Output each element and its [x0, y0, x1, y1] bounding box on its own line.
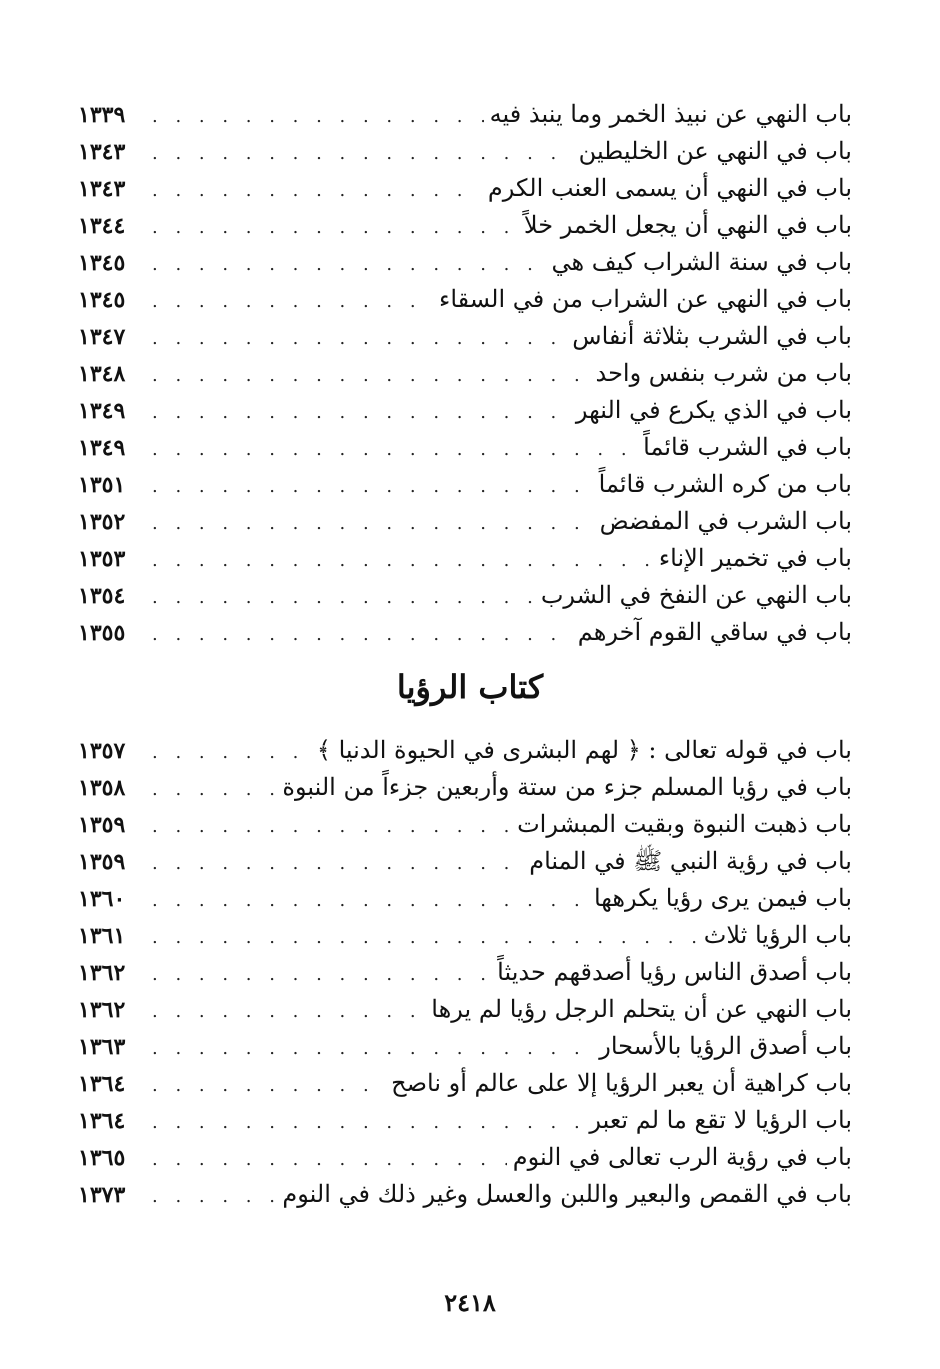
entry-page-number: ١٣٦٢: [78, 960, 126, 986]
entry-title: باب ذهبت النبوة وبقيت المبشرات: [517, 810, 852, 838]
leader-dots: [152, 98, 484, 135]
toc-entry: [78, 577, 852, 614]
entry-title: باب الرؤيا ثلاث: [703, 921, 852, 949]
toc-entry: [78, 207, 852, 244]
entry-title: باب أصدق الناس رؤيا أصدقهم حديثاً: [497, 958, 852, 986]
toc-entry: [78, 96, 852, 133]
toc-entry: [78, 244, 852, 281]
entry-page-number: ١٣٥٧: [78, 738, 126, 764]
entry-page-number: ١٣٤٣: [78, 176, 126, 202]
toc-entry: [78, 392, 852, 429]
entry-page-number: ١٣٤٤: [78, 213, 126, 239]
entry-title: باب كراهية أن يعبر الرؤيا إلا على عالم أو ناصح: [391, 1069, 852, 1097]
entry-title: باب في الشرب بثلاثة أنفاس: [572, 322, 852, 350]
entry-title: باب في الذي يكرع في النهر: [575, 396, 852, 424]
leader-dots: [152, 845, 523, 882]
entry-page-number: ١٣٥٥: [78, 620, 126, 646]
leader-dots: [152, 1030, 593, 1067]
section-heading-dreams: كتاب الرؤيا: [396, 668, 544, 706]
entry-title: باب فيمن يرى رؤيا يكرهها: [593, 884, 852, 912]
entry-page-number: ١٣٦٤: [78, 1071, 126, 1097]
leader-dots: [152, 1104, 583, 1141]
entry-title: باب من كره الشرب قائماً: [598, 470, 852, 498]
entry-title: باب النهي عن نبيذ الخمر وما ينبذ فيه: [489, 100, 852, 128]
toc-entry: [78, 732, 852, 769]
leader-dots: [152, 808, 511, 845]
entry-title: باب الشرب في المفضض: [599, 507, 852, 535]
toc-entry: [78, 917, 852, 954]
entry-title: باب في النهي أن يسمى العنب الكرم: [487, 174, 852, 202]
toc-section-dreams: [78, 732, 852, 1213]
entry-page-number: ١٣٥١: [78, 472, 126, 498]
toc-entry: [78, 170, 852, 207]
toc-entry: [78, 880, 852, 917]
entry-title: باب النهي عن أن يتحلم الرجل رؤيا لم يرها: [431, 995, 852, 1023]
entry-page-number: ١٣٤٨: [78, 361, 126, 387]
leader-dots: [152, 505, 594, 542]
entry-title: باب في الشرب قائماً: [643, 433, 852, 461]
entry-title: باب من شرب بنفس واحد: [595, 359, 852, 387]
toc-entry: [78, 991, 852, 1028]
entry-title: باب في رؤيا المسلم جزء من ستة وأربعين جزءاً من النبوة: [282, 773, 852, 801]
entry-page-number: ١٣٥٨: [78, 775, 126, 801]
entry-page-number: ١٣٣٩: [78, 102, 126, 128]
entry-title: باب في رؤية الرب تعالى في النوم: [512, 1143, 852, 1171]
entry-title: باب في القمص والبعير واللبن والعسل وغير ذلك في النوم: [282, 1180, 852, 1208]
entry-title: باب في النهي عن الخليطين: [578, 137, 852, 165]
entry-title: باب في النهي أن يجعل الخمر خلاً: [523, 211, 852, 239]
leader-dots: [152, 771, 276, 808]
toc-entry: [78, 355, 852, 392]
toc-entry: [78, 1176, 852, 1213]
entry-page-number: ١٣٥٢: [78, 509, 126, 535]
entry-title: باب النهي عن النفخ في الشرب: [540, 581, 852, 609]
entry-page-number: ١٣٤٧: [78, 324, 126, 350]
entry-page-number: ١٣٤٣: [78, 139, 126, 165]
toc-entry: [78, 1065, 852, 1102]
entry-title: باب في قوله تعالى : ﴿ لهم البشرى في الحيوة الدنيا ﴾: [316, 736, 852, 764]
leader-dots: [152, 616, 572, 653]
leader-dots: [152, 283, 433, 320]
toc-entry: [78, 843, 852, 880]
leader-dots: [152, 993, 425, 1030]
toc-entry: [78, 429, 852, 466]
entry-title: باب في ساقي القوم آخرهم: [577, 618, 852, 646]
leader-dots: [152, 209, 518, 246]
toc-entry: [78, 806, 852, 843]
leader-dots: [152, 394, 570, 431]
toc-entry: [78, 466, 852, 503]
toc-entry: [78, 769, 852, 806]
entry-page-number: ١٣٦٠: [78, 886, 126, 912]
leader-dots: [152, 468, 593, 505]
leader-dots: [152, 357, 589, 394]
leader-dots: [152, 919, 698, 956]
toc-entry: [78, 614, 852, 651]
entry-page-number: ١٣٦٤: [78, 1108, 126, 1134]
entry-page-number: ١٣٤٥: [78, 287, 126, 313]
leader-dots: [152, 579, 535, 616]
entry-page-number: ١٣٦٣: [78, 1034, 126, 1060]
leader-dots: [152, 135, 573, 172]
toc-entry: [78, 281, 852, 318]
leader-dots: [152, 1067, 385, 1104]
leader-dots: [152, 956, 491, 993]
toc-entry: [78, 1139, 852, 1176]
toc-entry: [78, 503, 852, 540]
leader-dots: [152, 542, 653, 579]
entry-title: باب في رؤية النبي ﷺ في المنام: [529, 847, 852, 875]
leader-dots: [152, 1141, 507, 1178]
entry-title: باب في تخمير الإناء: [658, 544, 852, 572]
leader-dots: [152, 882, 588, 919]
entry-page-number: ١٣٥٤: [78, 583, 126, 609]
entry-page-number: ١٣٥٩: [78, 849, 126, 875]
toc-entry: [78, 318, 852, 355]
leader-dots: [152, 172, 482, 209]
leader-dots: [152, 246, 546, 283]
toc-entry: [78, 540, 852, 577]
entry-title: باب في سنة الشراب كيف هي: [551, 248, 852, 276]
leader-dots: [152, 1178, 276, 1215]
entry-title: باب أصدق الرؤيا بالأسحار: [599, 1032, 852, 1060]
entry-title: باب في النهي عن الشراب من في السقاء: [439, 285, 852, 313]
entry-page-number: ١٣٦١: [78, 923, 126, 949]
leader-dots: [152, 734, 311, 771]
toc-entry: [78, 954, 852, 991]
toc-entry: [78, 1102, 852, 1139]
entry-page-number: ١٣٦٥: [78, 1145, 126, 1171]
entry-page-number: ١٣٤٩: [78, 435, 126, 461]
entry-page-number: ١٣٥٣: [78, 546, 126, 572]
entry-title: باب الرؤيا لا تقع ما لم تعبر: [589, 1106, 852, 1134]
toc-entry: [78, 133, 852, 170]
entry-page-number: ١٣٧٣: [78, 1182, 126, 1208]
leader-dots: [152, 431, 637, 468]
entry-page-number: ١٣٤٩: [78, 398, 126, 424]
page-number: ٢٤١٨: [444, 1288, 496, 1317]
entry-page-number: ١٣٦٢: [78, 997, 126, 1023]
entry-page-number: ١٣٤٥: [78, 250, 126, 276]
entry-page-number: ١٣٥٩: [78, 812, 126, 838]
leader-dots: [152, 320, 566, 357]
toc-entry: [78, 1028, 852, 1065]
toc-section-drinks: [78, 96, 852, 651]
